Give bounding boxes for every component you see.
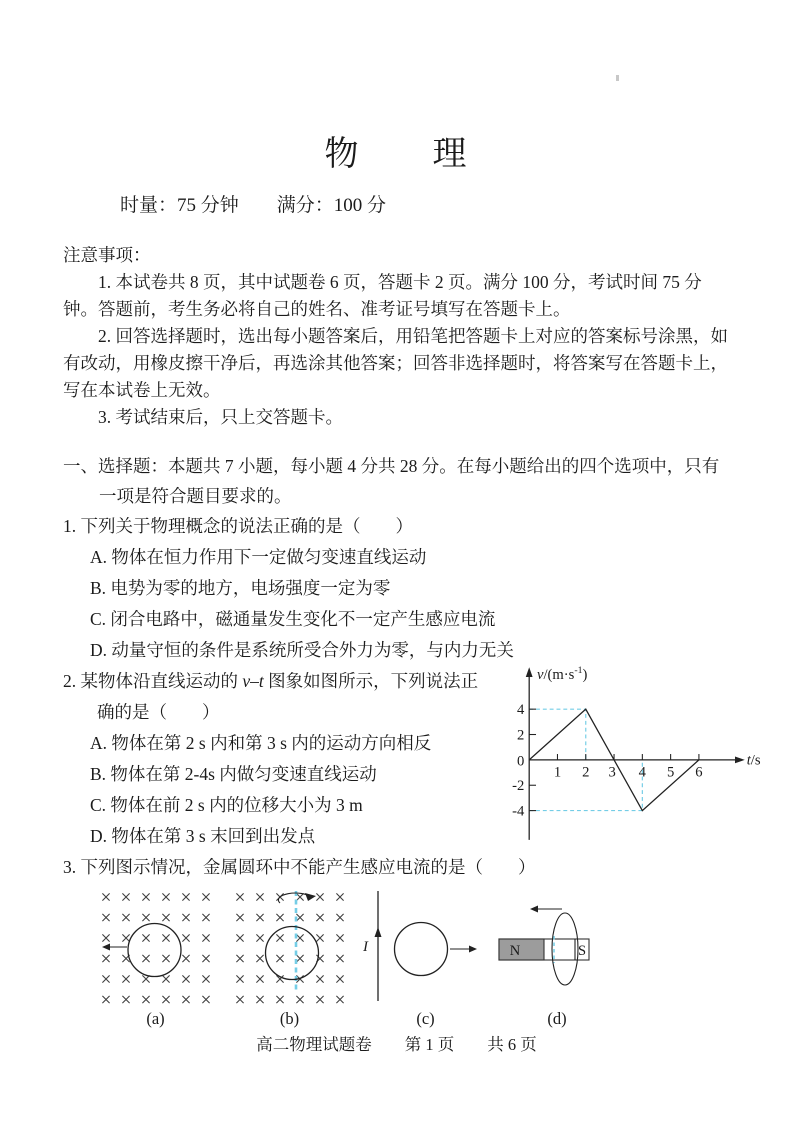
q2-option-c: C. 物体在前 2 s 内的位移大小为 3 m: [90, 795, 363, 815]
ytick-label-neg4: -4: [512, 803, 525, 820]
notice-list: [63, 269, 730, 431]
velocity-arrow-head-icon: [530, 906, 538, 913]
metal-ring: [266, 927, 319, 980]
vt-symbol: v–t: [242, 671, 264, 691]
xtick-label-1: 1: [553, 764, 562, 781]
metal-ring: [395, 923, 448, 976]
diagram-d: [492, 887, 622, 1029]
diagram-a-label: (a): [146, 1009, 165, 1028]
field-into-page-ring-rotating: [232, 887, 347, 1007]
xtick-label-4: 4: [638, 764, 646, 781]
ytick-label-neg2: -2: [512, 778, 525, 795]
notice-item-3: 3. 考试结束后，只上交答题卡。: [98, 407, 343, 427]
bar-magnet-and-ring: [492, 887, 622, 1007]
q2-stem: 2. 某物体沿直线运动的 v–t 图象如图所示，下列说法正确的是（ ）: [63, 671, 479, 722]
n-pole-label: N: [509, 943, 521, 959]
q3-diagrams: [93, 887, 730, 1029]
q3-stem: 3. 下列图示情况，金属圆环中不能产生感应电流的是（ ）: [63, 857, 536, 877]
s-pole-label: S: [577, 943, 587, 959]
exam-meta: 时量：75 分钟 满分：100 分: [120, 195, 387, 216]
field-cross-grid: [236, 893, 343, 1003]
q1-option-a: A. 物体在恒力作用下一定做匀变速直线运动: [90, 547, 427, 567]
field-into-page-ring-moving: [93, 887, 218, 1007]
ytick-label-4: 4: [516, 702, 525, 719]
current-arrow-head-icon: [375, 927, 382, 937]
diagram-a: [93, 887, 218, 1029]
magnet-n-pole: [499, 939, 544, 960]
y-axis-label: $v/(m\cdot s^{-1})$: [536, 665, 588, 683]
diagram-b-label: (b): [279, 1009, 300, 1028]
current-label: I: [363, 939, 368, 955]
origin-label: 0: [516, 753, 525, 770]
xtick-label-3: 3: [608, 764, 616, 781]
xtick-label-5: 5: [666, 764, 675, 781]
wire-and-ring: [363, 887, 488, 1007]
notice-item-1: 1. 本试卷共 8 页，其中试题卷 6 页，答题卡 2 页。满分 100 分，考试时间 75 分钟。答题前，考生务必将自己的姓名、准考证号填写在答题卡上。: [63, 272, 702, 319]
ytick-label-2: 2: [516, 727, 525, 744]
x-axis-label: t/s: [746, 752, 761, 769]
question-3: [63, 852, 730, 1029]
q2-option-a: A. 物体在第 2 s 内和第 3 s 内的运动方向相反: [90, 733, 432, 753]
section-1-header: 一、选择题：本题共 7 小题，每小题 4 分共 28 分。在每小题给出的四个选项中，只有一项是符合题目要求的。: [63, 456, 720, 506]
notice-heading: 注意事项：: [63, 245, 151, 265]
diagram-d-label: (d): [547, 1009, 567, 1028]
notice-item-2: 2. 回答选择题时，选出每小题答案后，用铅笔把答题卡上对应的答案标号涂黑，如有改动，用橡皮擦干净后，再选涂其他答案；回答非选择题时，将答案写在答题卡上，写在本试卷上无效。: [63, 326, 728, 400]
rotation-arrow-head-icon: [305, 893, 316, 901]
velocity-arrow-head-icon: [102, 944, 110, 951]
y-axis-arrow-icon: [526, 667, 533, 677]
q1-option-d: D. 动量守恒的条件是系统所受合外力为零，与内力无关: [90, 640, 514, 660]
page-title: 物 理: [324, 136, 469, 173]
x-axis-arrow-icon: [735, 756, 745, 763]
vt-graph: [497, 662, 775, 848]
q1-option-c: C. 闭合电路中，磁通量发生变化不一定产生感应电流: [90, 609, 496, 629]
q1-option-b: B. 电势为零的地方，电场强度一定为零: [90, 578, 391, 598]
xtick-label-2: 2: [582, 764, 590, 781]
diagram-c-label: (c): [416, 1009, 435, 1028]
q2-option-b: B. 物体在第 2-4s 内做匀变速直线运动: [90, 764, 377, 784]
stray-mark: [616, 75, 619, 81]
metal-ring: [128, 924, 181, 977]
velocity-arrow-head-icon: [469, 946, 477, 953]
q1-stem: 1. 下列关于物理概念的说法正确的是（ ）: [63, 516, 413, 536]
xtick-label-6: 6: [695, 764, 703, 781]
question-1: [63, 511, 730, 666]
question-2: [63, 665, 761, 852]
page-footer: 高二物理试题卷 第 1 页 共 6 页: [256, 1035, 537, 1054]
diagram-c: [363, 887, 488, 1029]
diagram-b: [232, 887, 347, 1029]
field-cross-grid: [102, 893, 209, 1003]
q2-option-d: D. 物体在第 3 s 末回到出发点: [90, 826, 316, 846]
